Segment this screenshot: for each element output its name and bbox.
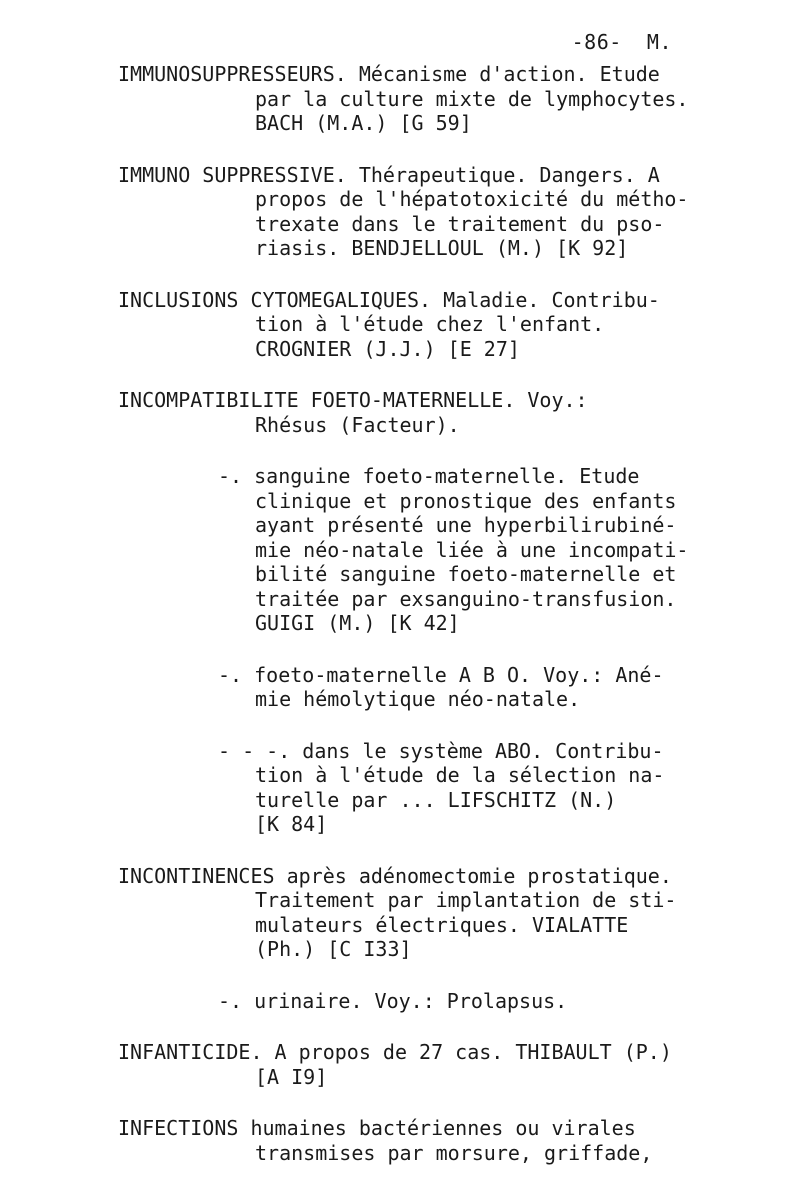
entry-line: par la culture mixte de lymphocytes. xyxy=(255,86,689,111)
entry-line: tion à l'étude de la sélection na- xyxy=(255,763,665,787)
entry-line: propos de l'hépatotoxicité du métho- xyxy=(255,187,689,211)
entry-line: IMMUNOSUPPRESSEURS. Mécanisme d'action. Etude xyxy=(118,62,660,86)
entry-line: Traitement par implantation de sti- xyxy=(255,888,677,912)
entry-line: Rhésus (Facteur). xyxy=(255,412,460,437)
index-entry-infanticide xyxy=(0,1040,800,1089)
index-entry-incontinences xyxy=(0,864,800,962)
entry-line: [A I9] xyxy=(255,1064,328,1089)
entry-line: IMMUNO SUPPRESSIVE. Thérapeutique. Dangers. A xyxy=(118,162,660,187)
index-entry-infections xyxy=(0,1116,800,1165)
entry-line: transmises par morsure, griffade, xyxy=(255,1140,653,1165)
entry-line: GUIGI (M.) [K 42] xyxy=(255,611,460,635)
index-subentry-urinaire xyxy=(0,989,800,1014)
index-subentry-sanguine xyxy=(0,464,800,636)
entry-line: mie néo-natale liée à une incompati- xyxy=(255,537,689,562)
entry-line: tion à l'étude chez l'enfant. xyxy=(255,312,605,336)
index-entry-inclusions xyxy=(0,288,800,362)
entry-line: mulateurs électriques. VIALATTE xyxy=(255,912,629,937)
index-subentry-abo xyxy=(0,663,800,712)
entry-line: ayant présenté une hyperbilirubiné- xyxy=(255,513,677,537)
entry-line: -. urinaire. Voy.: Prolapsus. xyxy=(218,988,568,1013)
page-number: -86- xyxy=(571,30,622,54)
entry-line: - - -. dans le système ABO. Contribu- xyxy=(218,738,664,763)
entry-line: trexate dans le traitement du pso- xyxy=(255,211,665,236)
index-subentry-systeme-abo xyxy=(0,739,800,837)
entry-line: INFECTIONS humaines bactériennes ou virales xyxy=(118,1116,636,1140)
entry-line: CROGNIER (J.J.) [E 27] xyxy=(255,336,520,361)
index-entry-immuno-suppressive xyxy=(0,163,800,261)
entry-line: (Ph.) [C I33] xyxy=(255,937,412,961)
entry-line: traitée par exsanguino-transfusion. xyxy=(255,586,677,611)
entry-line: turelle par ... LIFSCHITZ (N.) xyxy=(255,787,617,812)
entry-line: -. foeto-maternelle A B O. Voy.: Ané- xyxy=(218,662,664,687)
entry-line: mie hémolytique néo-natale. xyxy=(255,687,581,711)
index-entry-immunosuppresseurs xyxy=(0,62,800,136)
index-entries xyxy=(0,62,800,1192)
entry-line: bilité sanguine foeto-maternelle et xyxy=(255,562,677,586)
index-entry-incompatibilite xyxy=(0,388,800,437)
index-letter: M. xyxy=(646,30,672,54)
entry-line: [K 84] xyxy=(255,812,328,836)
page-header xyxy=(572,30,672,54)
entry-line: INFANTICIDE. A propos de 27 cas. THIBAULT (P.) xyxy=(118,1040,672,1064)
entry-line: clinique et pronostique des enfants xyxy=(255,488,677,513)
entry-line: BACH (M.A.) [G 59] xyxy=(255,111,472,135)
entry-line: INCONTINENCES après adénomectomie prostatique. xyxy=(118,863,672,888)
entry-line: -. sanguine foeto-maternelle. Etude xyxy=(218,464,640,488)
entry-line: INCOMPATIBILITE FOETO-MATERNELLE. Voy.: xyxy=(118,388,588,412)
entry-line: INCLUSIONS CYTOMEGALIQUES. Maladie. Contribu- xyxy=(118,287,660,312)
entry-line: riasis. BENDJELLOUL (M.) [K 92] xyxy=(255,236,629,260)
